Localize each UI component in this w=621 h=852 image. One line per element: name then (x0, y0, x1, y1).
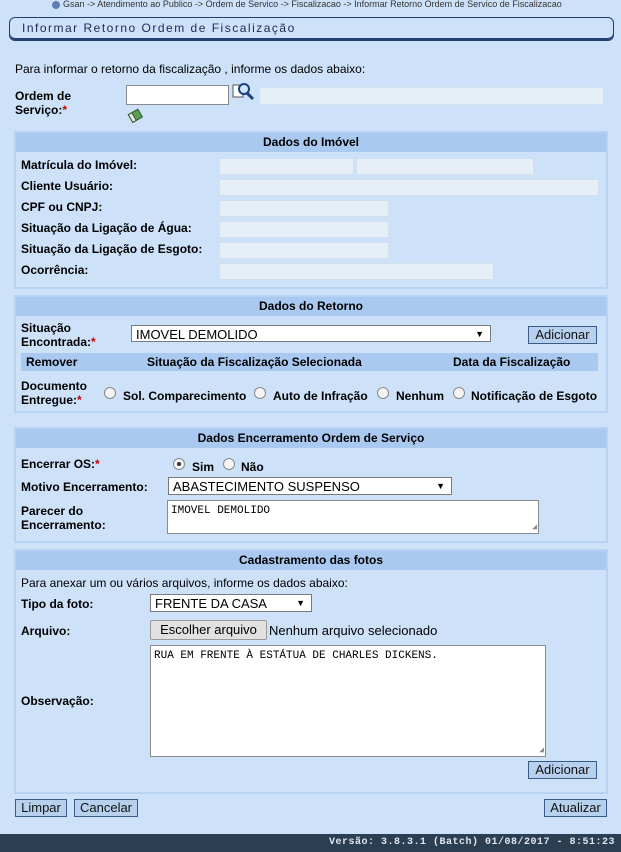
cpf-label: CPF ou CNPJ: (21, 200, 103, 214)
page-title: Informar Retorno Ordem de Fiscalização (22, 21, 296, 35)
tipo-foto-label: Tipo da foto: (21, 597, 94, 611)
ordem-servico-input[interactable] (126, 85, 229, 105)
encerrar-label: Encerrar OS:* (21, 457, 100, 471)
intro-text: Para informar o retorno da fiscalização , informe os dados abaixo: (15, 62, 366, 76)
matricula-extra-field (356, 158, 534, 175)
version-footer: Versão: 3.8.3.1 (Batch) 01/08/2017 - 8:51:23 (0, 834, 621, 852)
limpar-button[interactable]: Limpar (15, 799, 67, 817)
file-status: Nenhum arquivo selecionado (269, 623, 438, 638)
radio-sol-comparecimento-label: Sol. Comparecimento (123, 389, 247, 403)
agua-label: Situação da Ligação de Água: (21, 221, 192, 235)
cliente-label: Cliente Usuário: (21, 179, 114, 193)
breadcrumb (0, 0, 621, 10)
arquivo-label: Arquivo: (21, 624, 71, 638)
chevron-down-icon: ▼ (475, 329, 484, 339)
ordem-label: Ordem de Serviço:* (15, 89, 72, 117)
esgoto-label: Situação da Ligação de Esgoto: (21, 242, 203, 256)
radio-notificacao-esgoto-label: Notificação de Esgoto (471, 389, 598, 403)
observacao-textarea[interactable]: RUA EM FRENTE À ESTÁTUA DE CHARLES DICKENS. ◢ (150, 645, 546, 757)
radio-auto-infracao-label: Auto de Infração (273, 389, 368, 403)
radio-encerrar-nao[interactable] (223, 458, 235, 470)
matricula-label: Matrícula do Imóvel: (21, 158, 138, 172)
documento-label: Documento Entregue:* (21, 379, 87, 407)
resize-grip-icon[interactable]: ◢ (539, 746, 544, 755)
ordem-descricao-field (259, 87, 604, 105)
situacao-label: Situação Encontrada:* (21, 321, 96, 349)
cancelar-button[interactable]: Cancelar (74, 799, 138, 817)
radio-sol-comparecimento[interactable] (104, 387, 116, 399)
breadcrumb-text: Gsan -> Atendimento ao Publico -> Ordem de Servico -> Fiscalizacao -> Informar Retorno Ordem de Servico de Fiscalizacao (63, 0, 562, 9)
fotos-add-button[interactable]: Adicionar (528, 761, 597, 779)
radio-encerrar-sim[interactable] (173, 458, 185, 470)
encerramento-header: Dados Encerramento Ordem de Serviço (16, 429, 606, 448)
radio-auto-infracao[interactable] (254, 387, 266, 399)
motivo-select[interactable]: ABASTECIMENTO SUSPENSO ▼ (168, 477, 452, 495)
esgoto-field (219, 242, 389, 259)
fotos-section (14, 549, 608, 794)
radio-notificacao-esgoto[interactable] (453, 387, 465, 399)
fotos-intro: Para anexar um ou vários arquivos, informe os dados abaixo: (21, 576, 348, 590)
col-remover: Remover (26, 355, 78, 369)
eraser-icon[interactable] (127, 107, 145, 125)
parecer-label: Parecer do Encerramento: (21, 504, 106, 532)
col-data: Data da Fiscalização (453, 355, 571, 369)
retorno-add-button[interactable]: Adicionar (528, 326, 597, 344)
tipo-foto-select[interactable]: FRENTE DA CASA ▼ (150, 594, 312, 612)
encerramento-section (14, 427, 608, 543)
resize-grip-icon[interactable]: ◢ (532, 523, 537, 532)
choose-file-button[interactable]: Escolher arquivo (150, 620, 267, 640)
ocorrencia-field (219, 263, 494, 280)
radio-encerrar-nao-label: Não (241, 460, 264, 474)
retorno-table-header (21, 353, 598, 371)
radio-nenhum[interactable] (377, 387, 389, 399)
page-title-bar (9, 17, 614, 41)
radio-nenhum-label: Nenhum (396, 389, 444, 403)
retorno-header: Dados do Retorno (16, 297, 606, 316)
parecer-textarea[interactable]: IMOVEL DEMOLIDO ◢ (167, 500, 539, 534)
cpf-field (219, 200, 389, 217)
magnifier-icon[interactable] (232, 81, 256, 103)
matricula-field (219, 158, 354, 175)
home-icon (52, 1, 60, 9)
motivo-label: Motivo Encerramento: (21, 480, 148, 494)
observacao-label: Observação: (21, 694, 94, 708)
retorno-section (14, 295, 608, 413)
col-situacao: Situação da Fiscalização Selecionada (147, 355, 362, 369)
chevron-down-icon: ▼ (296, 598, 305, 608)
imovel-section (14, 131, 608, 289)
fotos-header: Cadastramento das fotos (16, 551, 606, 570)
cliente-field (219, 179, 599, 196)
agua-field (219, 221, 389, 238)
ocorrencia-label: Ocorrência: (21, 263, 89, 277)
radio-encerrar-sim-label: Sim (192, 460, 215, 474)
chevron-down-icon: ▼ (436, 481, 445, 491)
atualizar-button[interactable]: Atualizar (544, 799, 607, 817)
imovel-header: Dados do Imóvel (16, 133, 606, 152)
situacao-select[interactable]: IMOVEL DEMOLIDO ▼ (131, 325, 491, 342)
